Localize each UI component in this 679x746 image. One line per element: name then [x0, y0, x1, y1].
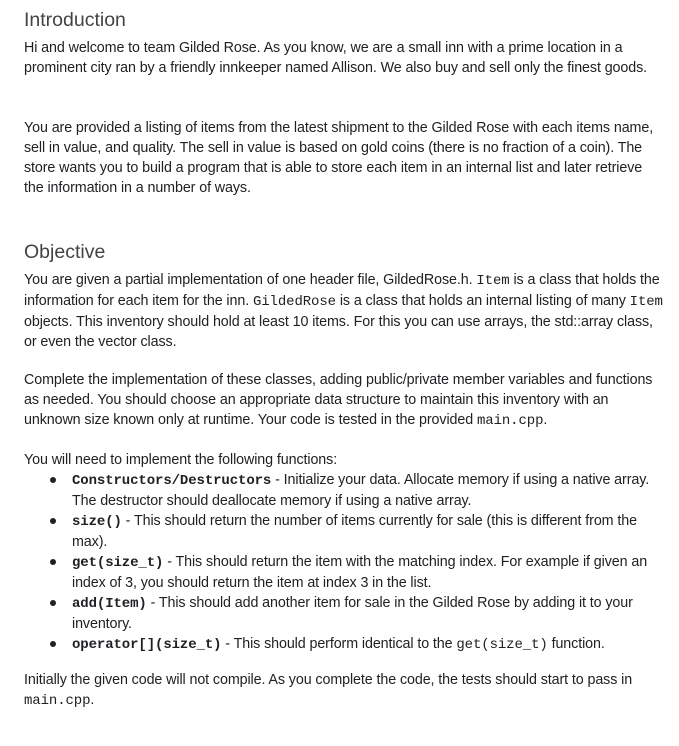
function-description: function. — [547, 636, 605, 652]
function-description: - This should return the item with the matching index. For example if given an index of 3, you should return the item at index 3 in the list. — [72, 554, 648, 591]
function-signature: get(size_t) — [72, 555, 164, 571]
function-list — [24, 470, 664, 655]
text-segment: is a class that holds an internal listing of many — [335, 293, 630, 309]
text-segment: Complete the implementation of these classes, adding public/private member variables and functions as needed. You should choose an appropriate data structure to maintain this inventory with an unknown size known only at runtime. Your code is tested in the provided — [24, 372, 653, 428]
list-item — [24, 511, 664, 552]
function-signature: Constructors/Destructors — [72, 473, 272, 489]
inline-code: main.cpp — [24, 693, 91, 709]
bullet-icon — [50, 641, 56, 647]
text-segment: You are given a partial implementation of one header file, GildedRose.h. — [24, 272, 477, 288]
objective-paragraph-1 — [24, 270, 664, 352]
function-description: - This should perform identical to the — [221, 636, 457, 652]
function-description: - Initialize your data. Allocate memory if using a native array. The destructor should deallocate memory if using a native array. — [72, 472, 650, 509]
objective-heading: Objective — [24, 241, 106, 263]
function-signature: size() — [72, 514, 122, 530]
intro-paragraph-1: Hi and welcome to team Gilded Rose. As you know, we are a small inn with a prime location in a prominent city ran by a friendly innkeeper named Allison. We also buy and sell only the finest goods. — [24, 40, 648, 76]
function-signature: add(Item) — [72, 596, 147, 612]
list-item — [24, 634, 664, 655]
bullet-icon — [50, 518, 56, 524]
introduction-heading: Introduction — [24, 9, 126, 31]
function-description: - This should add another item for sale in the Gilded Rose by adding it to your inventory. — [72, 595, 633, 632]
list-item — [24, 470, 664, 511]
text-segment: . — [90, 692, 95, 708]
list-item — [24, 552, 664, 593]
objective-paragraph-3: You will need to implement the following functions: — [24, 452, 338, 468]
bullet-icon — [50, 559, 56, 565]
bullet-icon — [50, 477, 56, 483]
bullet-icon — [50, 600, 56, 606]
text-segment: objects. This inventory should hold at least 10 items. For this you can use arrays, the std::array class, or even the vector class. — [24, 314, 653, 350]
inline-code: Item — [629, 294, 663, 310]
objective-paragraph-2 — [24, 370, 664, 431]
text-segment: Initially the given code will not compile. As you complete the code, the tests should start to pass in — [24, 672, 633, 688]
inline-code: Item — [476, 273, 510, 289]
text-segment: is a class that holds the information for each item for the inn. — [24, 272, 660, 309]
list-item — [24, 593, 664, 634]
function-description: - This should return the number of items currently for sale (this is different from the max). — [72, 513, 637, 550]
intro-paragraph-2: You are provided a listing of items from the latest shipment to the Gilded Rose with each items name, sell in value, and quality. The sell in value is based on gold coins (there is no fraction of a coin). The store wants you to build a program that is able to store each item in an internal list and later retrieve the information in a number of ways. — [24, 120, 654, 196]
text-segment: . — [543, 412, 548, 428]
objective-paragraph-4 — [24, 670, 664, 711]
function-signature: operator[](size_t) — [72, 637, 222, 653]
inline-code: GildedRose — [252, 294, 336, 310]
inline-code: main.cpp — [476, 413, 544, 429]
inline-code: get(size_t) — [456, 637, 548, 653]
